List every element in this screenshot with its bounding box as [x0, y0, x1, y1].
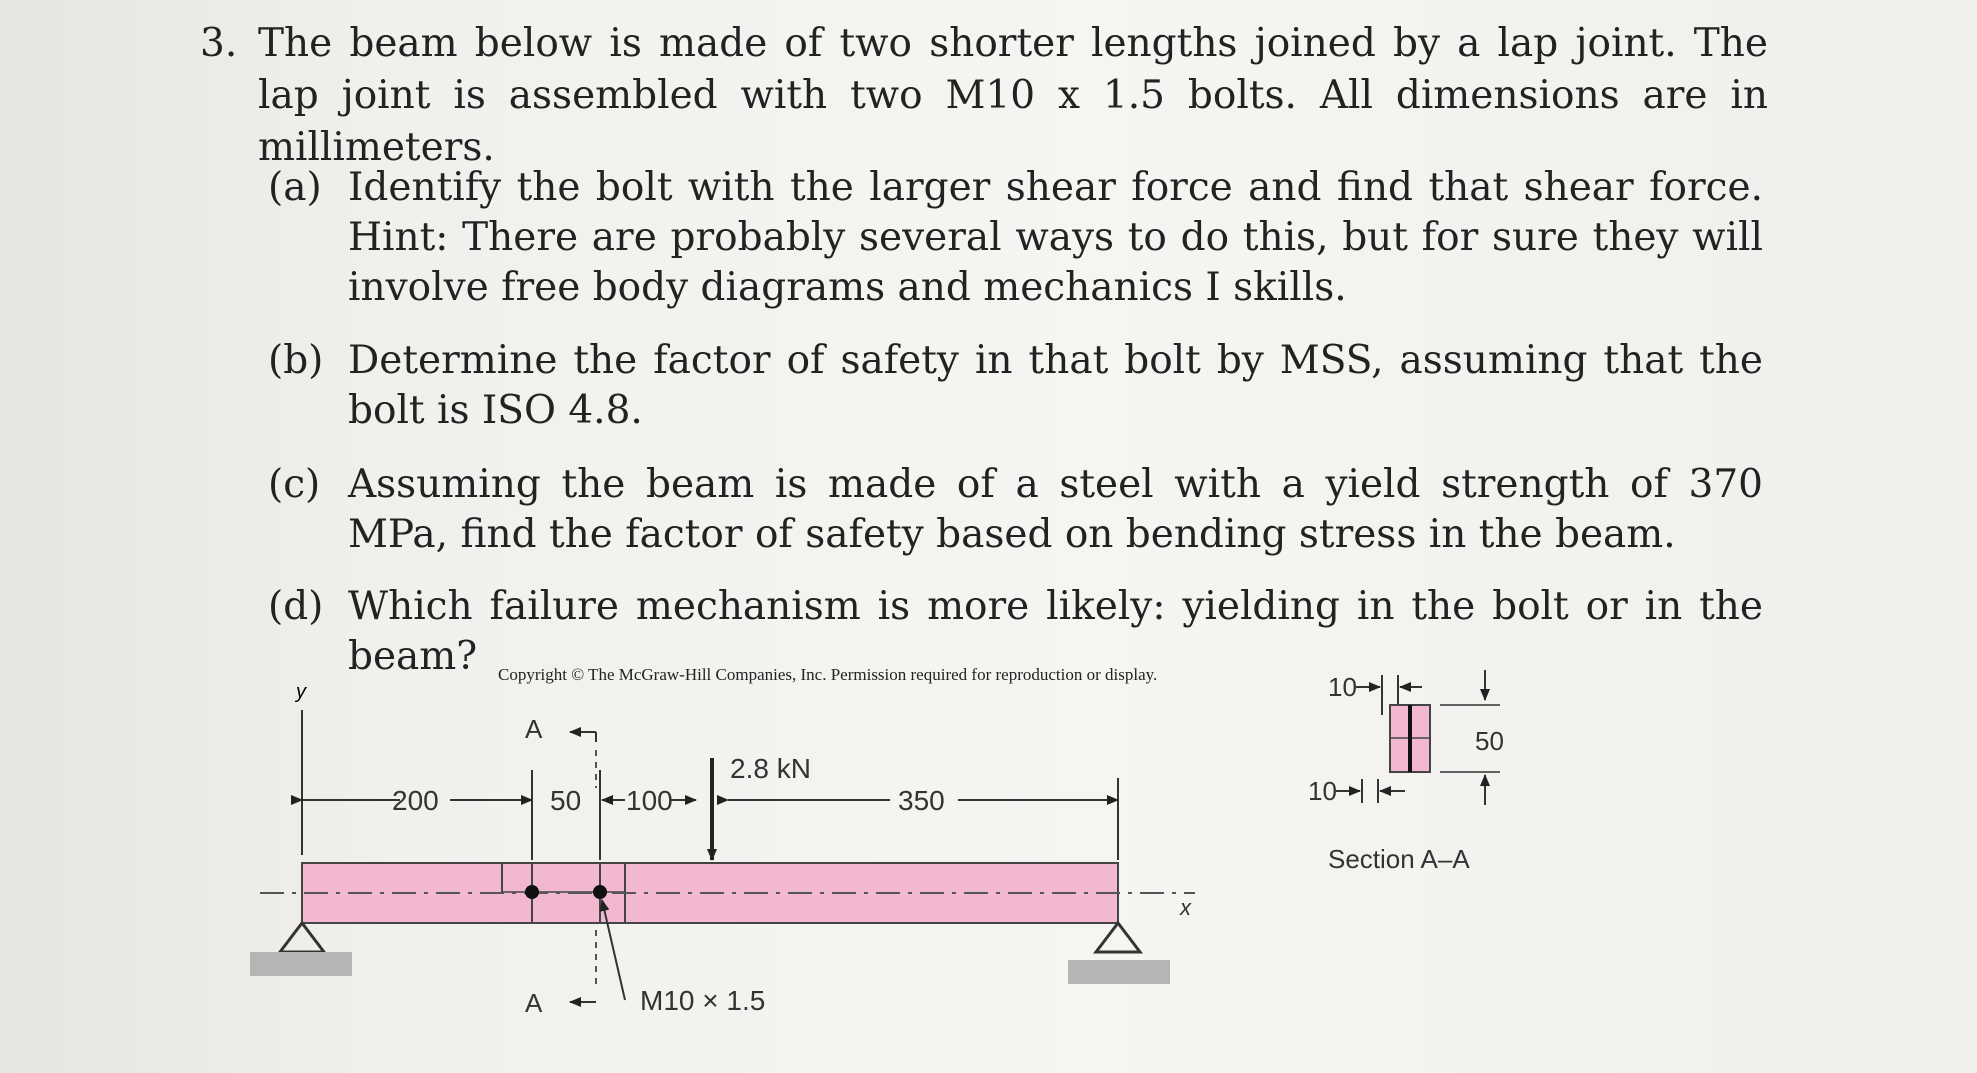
y-axis-label: y	[296, 681, 306, 703]
part-label: (d)	[268, 584, 324, 629]
problem-stem: The beam below is made of two shorter lengths joined by a lap joint. The lap joint is assembled with two M10 x 1.5 bolts. All dimensions are in millimeters.	[258, 21, 1768, 170]
section-caption: Section A–A	[1328, 844, 1470, 874]
beam-diagram	[230, 660, 1530, 1073]
left-support-pin	[280, 923, 324, 952]
part-text: Assuming the beam is made of a steel with a yield strength of 370 MPa, find the factor of safety based on bending stress in the beam.	[348, 462, 1763, 557]
dim-200-label: 200	[392, 785, 439, 816]
x-axis-label: x	[1180, 895, 1191, 920]
bolt-label: M10 × 1.5	[640, 985, 766, 1016]
problem-number: 3.	[200, 21, 238, 66]
dim-50-label: 50	[550, 785, 582, 816]
right-ground	[1068, 960, 1170, 984]
right-support-pin	[1096, 923, 1140, 952]
part-label: (a)	[268, 165, 322, 210]
dim-350-label: 350	[898, 785, 945, 816]
part-text: Identify the bolt with the larger shear force and find that shear force. Hint: There are probably several ways to do this, but for sure they will involve free body diagrams and mechanics I skills.	[348, 165, 1763, 310]
part-label: (b)	[268, 338, 324, 383]
dim-100-label: 100	[626, 785, 673, 816]
beam-figure	[230, 660, 1530, 1073]
copyright-notice: Copyright © The McGraw-Hill Companies, Inc. Permission required for reproduction or display.	[498, 665, 1158, 684]
left-ground	[250, 952, 352, 976]
section-cut-bottom-label: A	[525, 988, 543, 1018]
part-text: Determine the factor of safety in that bolt by MSS, assuming that the bolt is ISO 4.8.	[348, 338, 1763, 433]
section-dim-top-label: 10	[1328, 672, 1357, 702]
section-dim-height-label: 50	[1475, 726, 1504, 756]
bolt-1	[525, 885, 539, 899]
part-label: (c)	[268, 462, 321, 507]
part-text: Which failure mechanism is more likely: yielding in the bolt or in the beam?	[348, 584, 1763, 679]
section-a-a	[1308, 670, 1504, 874]
bolt-2	[593, 885, 607, 899]
section-dim-bottom-label: 10	[1308, 776, 1337, 806]
section-cut-top-label: A	[525, 714, 543, 744]
load-label: 2.8 kN	[730, 753, 811, 784]
